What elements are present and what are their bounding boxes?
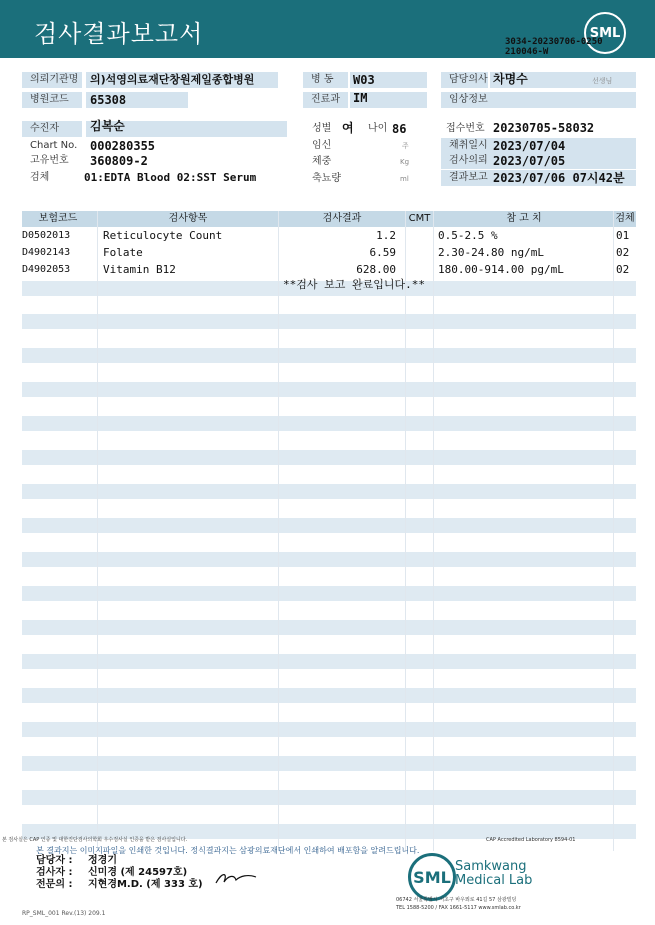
staff-name: 신미경 (제 24597호) — [88, 867, 188, 878]
chart-no-label: Chart No. — [30, 140, 78, 151]
table-stripe — [22, 416, 636, 431]
staff-name: 정경기 — [88, 855, 117, 866]
request-label: 검사의뢰 — [441, 153, 636, 169]
document-id-line-2: 210046-W — [505, 47, 549, 57]
sml-logo-icon: SML — [584, 12, 626, 54]
hospital-code-label: 병원코드 — [22, 92, 82, 108]
report-date-value: 2023/07/06 07시42분 — [493, 171, 625, 185]
urine-unit: ml — [400, 175, 409, 183]
table-stripe — [22, 450, 636, 465]
unique-id-value: 360809-2 — [90, 154, 148, 168]
results-table-header — [22, 211, 636, 227]
lab-address: 06742 서울특별시 서초구 바우뫼로 41길 57 삼광빌딩 — [396, 897, 517, 903]
lab-name-line-2: Medical Lab — [455, 873, 533, 888]
chart-no-value: 000280355 — [90, 139, 156, 153]
request-value: 2023/07/05 — [493, 154, 566, 168]
specimen-value: 01:EDTA Blood 02:SST Serum — [84, 171, 257, 184]
doctor-value: 차명수 — [493, 72, 528, 86]
unique-id-label: 고유번호 — [30, 155, 69, 166]
doctor-label: 담당의사 — [441, 72, 488, 88]
table-stripe — [22, 382, 636, 397]
weight-unit: Kg — [400, 158, 410, 166]
age-label: 나이 — [368, 123, 388, 134]
collect-label: 채취일시 — [441, 138, 636, 154]
col-reference: 참 고 치 — [506, 213, 542, 224]
row-reference: 0.5-2.5 % — [438, 229, 498, 242]
staff-name: 지현경M.D. (제 333 호) — [88, 879, 203, 890]
row-code: D4902143 — [22, 247, 71, 258]
sex-value: 여 — [342, 121, 354, 135]
col-cmt: CMT — [408, 213, 431, 224]
weight-label: 체중 — [312, 156, 332, 167]
doctor-suffix: 선생님 — [592, 77, 613, 85]
patient-label: 수진자 — [22, 121, 82, 137]
col-result: 검사결과 — [322, 213, 362, 224]
row-item: Reticulocyte Count — [103, 229, 223, 242]
table-stripe — [22, 790, 636, 805]
table-stripe — [22, 756, 636, 771]
signature-icon — [214, 870, 258, 886]
receipt-label: 접수번호 — [446, 123, 485, 134]
lab-contact — [396, 896, 521, 912]
report-date-label: 결과보고 — [441, 170, 636, 186]
staff-in-charge — [36, 855, 117, 867]
pregnancy-label: 임신 — [312, 140, 332, 151]
table-stripe — [22, 654, 636, 669]
column-divider — [433, 211, 434, 851]
hospital-code-value: 65308 — [90, 93, 127, 107]
table-row — [22, 227, 636, 244]
table-stripe — [22, 586, 636, 601]
row-result: 6.59 — [369, 246, 396, 259]
staff-role: 담당자 : — [36, 855, 73, 866]
document-id-line-1: 3034-20230706-0250 — [505, 37, 603, 47]
column-divider — [613, 211, 614, 851]
specimen-label: 검체 — [30, 172, 50, 183]
age-value: 86 — [392, 122, 407, 136]
col-test-item: 검사항목 — [168, 213, 208, 224]
receipt-value: 20230705-58032 — [493, 121, 595, 135]
sex-label: 성별 — [312, 123, 332, 134]
requester-label: 의뢰기관명 — [22, 72, 82, 88]
patient-name: 김복순 — [90, 119, 125, 133]
table-stripe — [22, 620, 636, 635]
staff-tester — [36, 867, 187, 879]
row-specimen: 02 — [616, 263, 630, 276]
dept-value: IM — [353, 91, 368, 105]
document-id — [505, 37, 603, 57]
samkwang-logo-icon: SML — [408, 853, 456, 901]
table-row — [22, 244, 636, 261]
lab-name-line-1: Samkwang — [455, 859, 527, 874]
certification-line: 본 검사실은 CAP 인증 및 대한진단검사의학회 우수검사실 인증을 받은 검사실입니다. — [2, 837, 188, 843]
lab-phone: TEL 1588-5200 / FAX 1661-5117 www.smlab.co.kr — [396, 905, 521, 911]
column-divider — [97, 211, 98, 851]
report-title: 검사결과보고서 — [34, 20, 204, 48]
row-reference: 2.30-24.80 ng/mL — [438, 246, 544, 259]
revision-code: RP_SML_001 Rev.(13) 209.1 — [22, 910, 106, 917]
row-specimen: 02 — [616, 246, 630, 259]
staff-specialist — [36, 879, 203, 891]
row-code: D0502013 — [22, 230, 71, 241]
lab-name — [455, 860, 532, 888]
col-insurance-code: 보험코드 — [38, 213, 78, 224]
urine-label: 축뇨량 — [312, 173, 341, 184]
ward-value: W03 — [353, 73, 375, 87]
row-result: 628.00 — [356, 263, 396, 276]
table-stripe — [22, 722, 636, 737]
column-divider — [278, 211, 279, 851]
collect-value: 2023/07/04 — [493, 139, 566, 153]
row-item: Folate — [103, 246, 143, 259]
table-stripe — [22, 348, 636, 363]
table-stripe — [22, 314, 636, 329]
row-reference: 180.00-914.00 pg/mL — [438, 263, 564, 276]
table-stripe — [22, 552, 636, 567]
staff-role: 전문의 : — [36, 879, 73, 890]
table-stripe — [22, 484, 636, 499]
requester-value: 의)석영의료재단창원제일종합병원 — [90, 73, 255, 86]
staff-role: 검사자 : — [36, 867, 73, 878]
row-code: D4902053 — [22, 264, 71, 275]
column-divider — [405, 211, 406, 851]
row-result: 1.2 — [376, 229, 396, 242]
col-specimen: 검체 — [615, 213, 635, 224]
ward-label: 병 동 — [303, 72, 348, 88]
row-specimen: 01 — [616, 229, 630, 242]
print-notice: 본 결과지는 이미지파일을 인쇄한 것입니다. 정식결과지는 삼광의료재단에서 인쇄하여 배포함을 알려드립니다. — [36, 846, 420, 855]
row-item: Vitamin B12 — [103, 263, 176, 276]
dept-label: 진료과 — [303, 92, 348, 108]
table-stripe — [22, 518, 636, 533]
cap-accreditation: CAP Accredited Laboratory 8594-01 — [486, 837, 576, 843]
table-stripe — [22, 688, 636, 703]
completion-message: **검사 보고 완료입니다.** — [283, 278, 425, 291]
clinical-info-label: 임상정보 — [441, 92, 636, 108]
pregnancy-unit: 주 — [402, 142, 409, 150]
